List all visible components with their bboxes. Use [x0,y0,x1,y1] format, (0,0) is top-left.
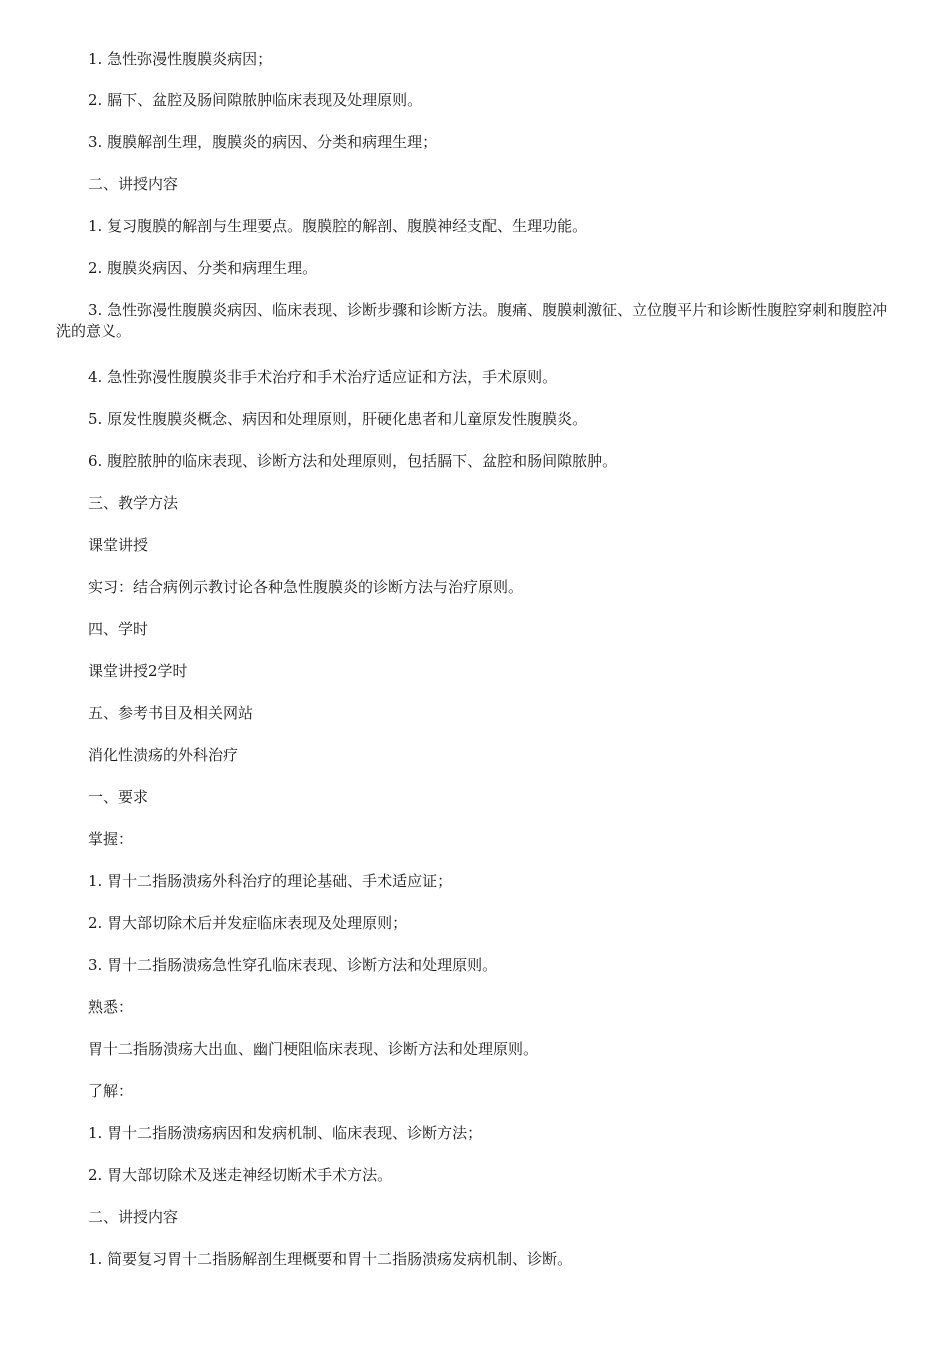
subheading: 熟悉： [88,998,134,1016]
paragraph: 2. 膈下、盆腔及肠间隙脓肿临床表现及处理原则。 [88,91,423,109]
paragraph: 6. 腹腔脓肿的临床表现、诊断方法和处理原则，包括膈下、盆腔和肠间隙脓肿。 [88,452,618,470]
section-heading: 四、学时 [88,620,149,638]
paragraph: 1. 胃十二指肠溃疡病因和发病机制、临床表现、诊断方法； [88,1124,483,1142]
paragraph: 2. 胃大部切除术及迷走神经切断术手术方法。 [88,1166,393,1184]
paragraph: 2. 腹膜炎病因、分类和病理生理。 [88,259,318,277]
paragraph: 1. 复习腹膜的解剖与生理要点。腹膜腔的解剖、腹膜神经支配、生理功能。 [88,217,588,235]
topic-title: 消化性溃疡的外科治疗 [88,746,239,764]
section-heading: 二、讲授内容 [88,1208,179,1226]
subheading: 了解： [88,1082,134,1100]
paragraph: 1. 急性弥漫性腹膜炎病因； [88,50,273,68]
section-heading: 三、教学方法 [88,494,179,512]
paragraph: 3. 腹膜解剖生理，腹膜炎的病因、分类和病理生理； [88,133,438,151]
paragraph: 实习：结合病例示教讨论各种急性腹膜炎的诊断方法与治疗原则。 [88,578,524,596]
paragraph: 3. 急性弥漫性腹膜炎病因、临床表现、诊断步骤和诊断方法。腹痛、腹膜刺激征、立位腹平片和诊断性腹腔穿刺和腹腔冲洗的意义。 [56,301,888,340]
paragraph: 2. 胃大部切除术后并发症临床表现及处理原则； [88,914,408,932]
subheading: 掌握： [88,830,134,848]
paragraph: 4. 急性弥漫性腹膜炎非手术治疗和手术治疗适应证和方法，手术原则。 [88,368,558,386]
section-heading: 二、讲授内容 [88,175,179,193]
paragraph: 课堂讲授2学时 [88,662,188,680]
section-heading: 五、参考书目及相关网站 [88,704,254,722]
section-heading: 一、要求 [88,788,149,806]
paragraph: 3. 胃十二指肠溃疡急性穿孔临床表现、诊断方法和处理原则。 [88,956,498,974]
paragraph: 5. 原发性腹膜炎概念、病因和处理原则，肝硬化患者和儿童原发性腹膜炎。 [88,410,588,428]
paragraph: 1. 胃十二指肠溃疡外科治疗的理论基础、手术适应证； [88,872,453,890]
paragraph: 胃十二指肠溃疡大出血、幽门梗阻临床表现、诊断方法和处理原则。 [88,1040,539,1058]
paragraph: 1. 简要复习胃十二指肠解剖生理概要和胃十二指肠溃疡发病机制、诊断。 [88,1250,573,1268]
paragraph: 课堂讲授 [88,536,149,554]
